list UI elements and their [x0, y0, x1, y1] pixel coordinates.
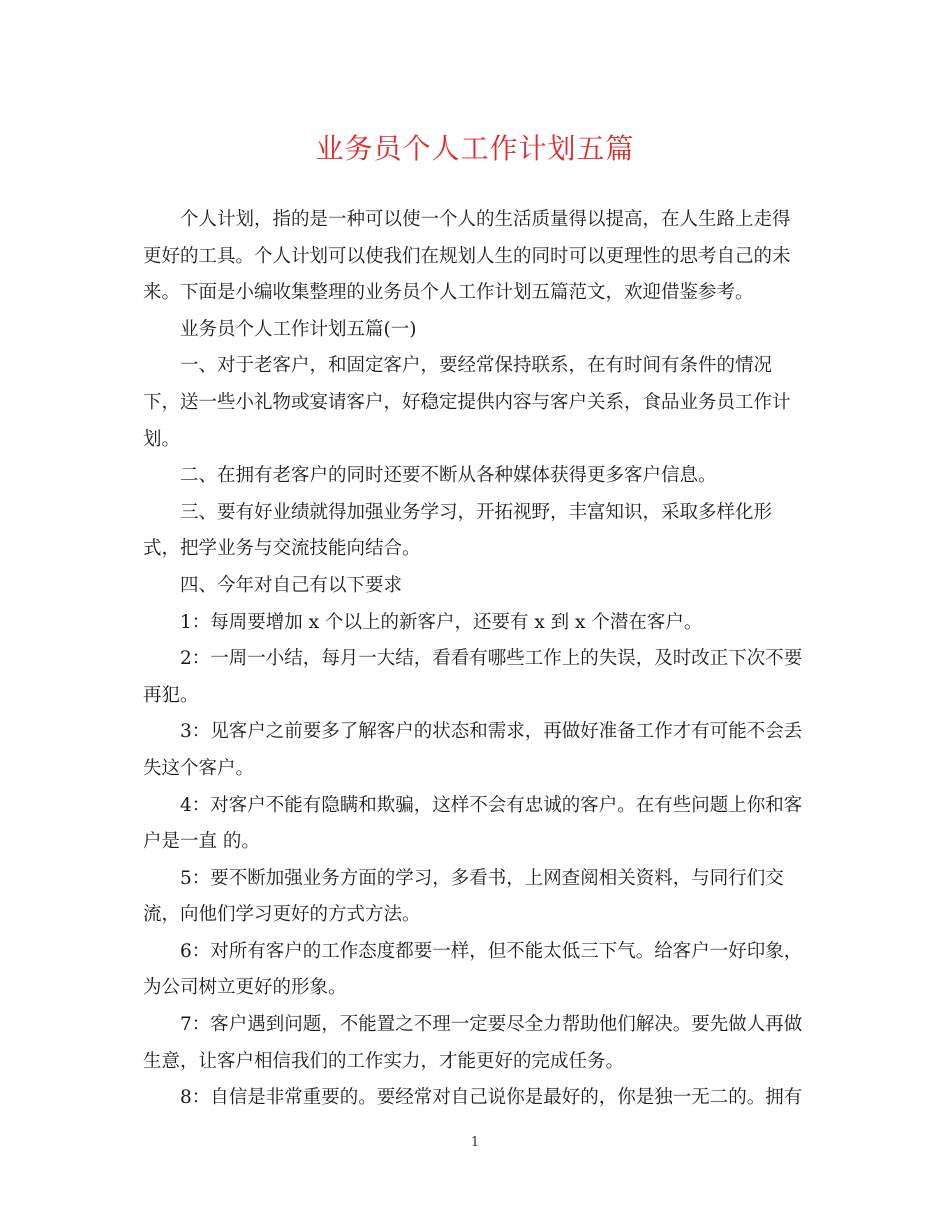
- list-item: 6：对所有客户的工作态度都要一样，但不能太低三下气。给客户一好印象，为公司树立更好的形象。: [143, 940, 803, 999]
- section-heading: 业务员个人工作计划五篇(一): [180, 318, 417, 340]
- list-item: 5：要不断加强业务方面的学习，多看书，上网查阅相关资料，与同行们交流，向他们学习更好的方式方法。: [143, 867, 784, 926]
- list-item: 2：一周一小结，每月一大结，看看有哪些工作上的失误，及时改正下次不要再犯。: [143, 648, 803, 706]
- list-item: 7：客户遇到问题，不能置之不理一定要尽全力帮助他们解决。要先做人再做生意，让客户相信我们的工作实力，才能更好的完成任务。: [143, 1014, 803, 1072]
- document-body: [143, 202, 807, 1117]
- page-number: 1: [470, 1135, 480, 1150]
- list-item: 3：见客户之前要多了解客户的状态和需求，再做好准备工作才有可能不会丢失这个客户。: [143, 721, 803, 779]
- list-item: 8：自信是非常重要的。要经常对自己说你是最好的，你是独一无二的。拥有: [180, 1087, 803, 1109]
- list-item: 4：对客户不能有隐瞒和欺骗，这样不会有忠诚的客户。在有些问题上你和客户是一直 的。: [143, 794, 803, 853]
- body-paragraph: 四、今年对自己有以下要求: [180, 574, 403, 596]
- document-title: 业务员个人工作计划五篇: [315, 132, 635, 165]
- list-item: 1：每周要增加 x 个以上的新客户，还要有 x 到 x 个潜在客户。: [180, 611, 703, 633]
- body-paragraph: 一、对于老客户，和固定客户，要经常保持联系，在有时间有条件的情况下，送一些小礼物或宴请客户，好稳定提供内容与客户关系，食品业务员工作计划。: [143, 355, 791, 450]
- intro-paragraph: 个人计划，指的是一种可以使一个人的生活质量得以提高，在人生路上走得更好的工具。个人计划可以使我们在规划人生的同时可以更理性的思考自己的未来。下面是小编收集整理的业务员个人工作计划五篇范文，欢迎借鉴参考。: [143, 209, 791, 304]
- body-paragraph: 二、在拥有老客户的同时还要不断从各种媒体获得更多客户信息。: [180, 465, 717, 487]
- body-paragraph: 三、要有好业绩就得加强业务学习，开拓视野，丰富知识，采取多样化形式，把学业务与交流技能向结合。: [143, 501, 773, 560]
